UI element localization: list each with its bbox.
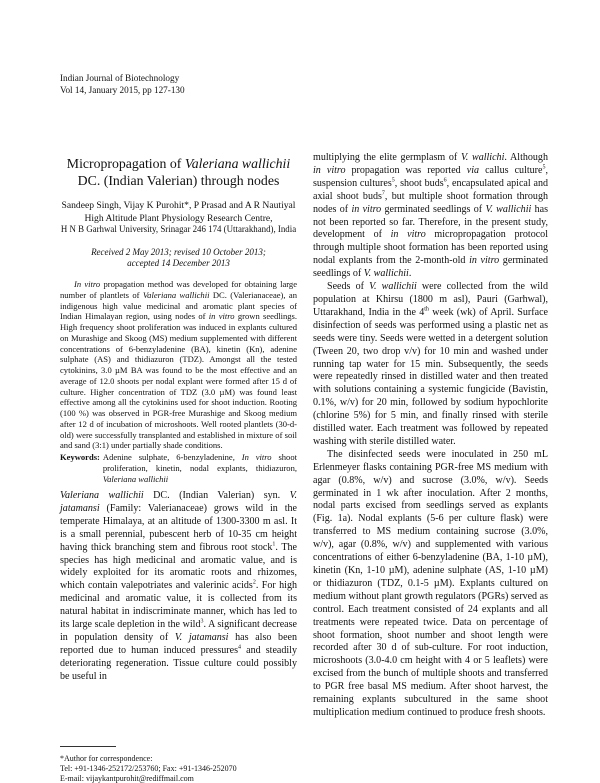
text-run: micropropagation protocol through multiple shoot formation has been reported using nodal explants from the 2-month-old <box>313 229 548 267</box>
text-run: (Family: Valerianaceae) grows wild in the temperate Himalaya, at an altitude of 1300-3300 m asl. It is a small perennial, pubescent herb of 10-35 cm height having thick branching stem and fibrous root stock <box>60 502 297 553</box>
journal-header <box>60 73 185 96</box>
submission-dates: Received 2 May 2013; revised 10 October 2013; accepted 14 December 2013 <box>91 247 266 269</box>
text-run: in vitro <box>313 164 346 176</box>
text-run: week (wk) of April. Surface disinfection of seeds was performed using a plastic net as seeds were tiny. Seeds were wetted in a detergent solution (Tween 20, two drop v/v) for 10 min and washed under running tap water for 15 min. Subsequently, the seeds were repeatedly rinsed in distilled water and then treated with solutions containing a systemic fungicide (Bavistin, 0.1%, w/v) for 20 min, followed by sodium hypochlorite (chlorine 5%) for 5 min, and finally rinsed with sterile distilled water. Each treatment was followed by repeated washing with sterile distilled water. <box>313 306 548 447</box>
affiliation-line-1: High Altitude Plant Physiology Research Centre, <box>84 212 273 224</box>
body-paragraph <box>313 449 548 720</box>
text-run: grown seedlings. High frequency shoot proliferation was induced in explants cultured on Murashige and Skoog (MS) medium supplemented with different concentrations of 6-benzyladenine (BA), kinetin (Kn), adenine sulphate (AS) and thidiazuron (TDZ). Amongst all the tested cytokinins, 3.0 µM BA was found to be the most effective and an average of 12.0 shoots per nodal explant were formed after 15 d of culture. Higher concentration of TDZ (3.0 µM) was found least effective among all the cytokinins used for shoot induction. Rooting (100 %) was observed in PGR-free Murashige and Skoog medium after 12 d of incubation of microshoots. Well rooted plantlets (30-d-old) were successfully transplanted and established in mixture of soil and sand (3:1) under partially shade conditions. <box>60 311 297 451</box>
text-run: . The species has high medicinal and aromatic value, and is widely exploited for its aromatic roots and rhizomes, which contain valepotriates and valerinic acids <box>60 541 297 592</box>
text-run: has also been reported due to human induced pressures <box>60 631 298 656</box>
text-run: . <box>408 268 412 280</box>
text-run: V. wallichii <box>363 268 409 280</box>
text-run: V. jatamansi <box>60 490 297 514</box>
author-list: Sandeep Singh, Vijay K Purohit*, P Prasad and A R Nautiyal <box>61 200 296 211</box>
text-run: multiplying the elite germplasm of <box>313 152 461 163</box>
text-run: in vitro <box>351 203 382 215</box>
text-run: 3 <box>200 618 204 625</box>
text-run: callus culture <box>479 164 543 176</box>
text-run: in vitro <box>390 229 426 241</box>
text-run: V. jatamansi <box>174 631 229 643</box>
text-run: Valeriana wallichii <box>142 289 210 300</box>
text-run: germinated seedlings of <box>313 255 548 280</box>
text-run: in vitro <box>469 255 500 267</box>
keywords <box>60 452 297 484</box>
journal-issue: Vol 14, January 2015, pp 127-130 <box>60 84 185 95</box>
text-run: The disinfected seeds were inoculated in 250 mL Erlenmeyer flasks containing PGR-free MS medium with agar (0.8%, w/v) and sucrose (3.0%, w/v). Seeds germinated in 1 wk after inoculation. After 2 months, nodal parts excised from seedlings served as explants (Fig. 1a). Nodal explants (5-6 per culture flask) were transferred to MS medium containing sucrose (3.0%, w/v), agar (0.8%, w/v) and supplemented with various concentrations of either 6-benzyladenine (BA, 1-10 µM), kinetin (Kn, 1-10 µM), adenine sulphate (AS, 1-10 µM) or thidiazuron (TDZ, 0.1-5 µM). Explants cultured on medium without plant growth regulators (PGRs) served as control. Each treatment consisted of 24 explants and all treatments were repeated twice. Data on percentage of shoot formation, shoot number and shoot length were recorded after 30 d of sub-culture. For root induction, microshoots (3.0-4.0 cm height with 4 or 5 leaflets) were excised from the bunch of multiple shoots and transferred to PGR free basal MS medium. After shoot harvest, the remaining explants subcultured in the same shoot multiplication medium continued to produce fresh shoots. <box>313 448 548 718</box>
text-run: DC. (Indian Valerian) syn. <box>143 490 290 501</box>
text-run: propagation method was developed for obtaining large number of plantlets of <box>60 279 297 300</box>
text-run: V. wallichii <box>485 203 532 215</box>
text-run: germinated seedlings of <box>381 203 486 215</box>
text-run: Seeds of <box>327 281 370 293</box>
text-run: in vitro <box>208 311 235 322</box>
footnote-divider <box>60 746 116 747</box>
text-run: were collected from the wild population at Khirsu (1800 m asl), Pauri (Garhwal), Uttarakhand, India in the 4 <box>313 281 548 318</box>
text-run: . Although <box>504 152 548 163</box>
text-run: In vitro <box>74 279 101 289</box>
text-run: V. wallichii <box>369 281 417 293</box>
text-run: 6 <box>443 177 447 184</box>
article-title: Micropropagation of Valeriana wallichii DC. (Indian Valerian) through nodes <box>66 156 291 188</box>
text-run: , but multiple shoot formation through nodes of <box>313 190 548 215</box>
text-run: . For high medicinal and aromatic value, it is collected from its natural habitat in indiscriminate manner, which has led to its large scale depletion in the wild <box>60 580 297 631</box>
right-column <box>313 152 548 720</box>
text-run: V. wallichi <box>460 152 505 163</box>
affiliation-line-2: H N B Garhwal University, Srinagar 246 174 (Uttarakhand), India <box>60 224 297 235</box>
body-paragraph <box>313 152 548 281</box>
text-run: via <box>466 164 480 176</box>
text-run: propagation was reported <box>345 164 467 176</box>
title-species: Valeriana wallichii <box>184 156 291 171</box>
correspondence-footnote: *Author for correspondence: Tel: +91-1346-252172/253760; Fax: +91-1346-252070 E-mail: vijaykantpurohit@rediffmail.com <box>60 754 237 783</box>
text-run: , shoot buds <box>394 177 444 189</box>
text-run: , suspension cultures <box>313 164 548 189</box>
text-run: Valeriana wallichii <box>60 490 144 501</box>
body-paragraph <box>313 281 548 449</box>
text-run: 7 <box>381 190 385 197</box>
text-run: 4 <box>237 644 241 651</box>
abstract <box>60 279 297 451</box>
text-run: DC. (Valerianaceae), an indigenous high value medicinal and aromatic plant species of Indian Himalayan region, using nodes of <box>60 289 297 322</box>
text-run: . A significant decrease in population density of <box>60 619 297 643</box>
text-run: 1 <box>272 541 276 548</box>
keywords-label: Keywords: <box>60 452 100 462</box>
text-run: 5 <box>542 164 546 171</box>
author-block <box>60 200 297 236</box>
text-run: , encapsulated apical and axial shoot buds <box>313 177 549 202</box>
journal-name: Indian Journal of Biotechnology <box>60 73 180 83</box>
keywords-text: Adenine sulphate, 6-benzyladenine, In vitro shoot proliferation, kinetin, nodal explants, thidiazuron, Valeriana wallichii <box>102 452 297 484</box>
text-run: th <box>424 306 429 313</box>
text-run: 5 <box>391 177 395 184</box>
text-run: has not been reported so far. Therefore, in the present study, development of <box>313 203 549 241</box>
intro-paragraph <box>60 490 297 684</box>
text-run: 2 <box>252 580 256 586</box>
text-run: and steadily deteriorating regeneration. Tissue culture could possibly be useful in <box>60 644 297 682</box>
